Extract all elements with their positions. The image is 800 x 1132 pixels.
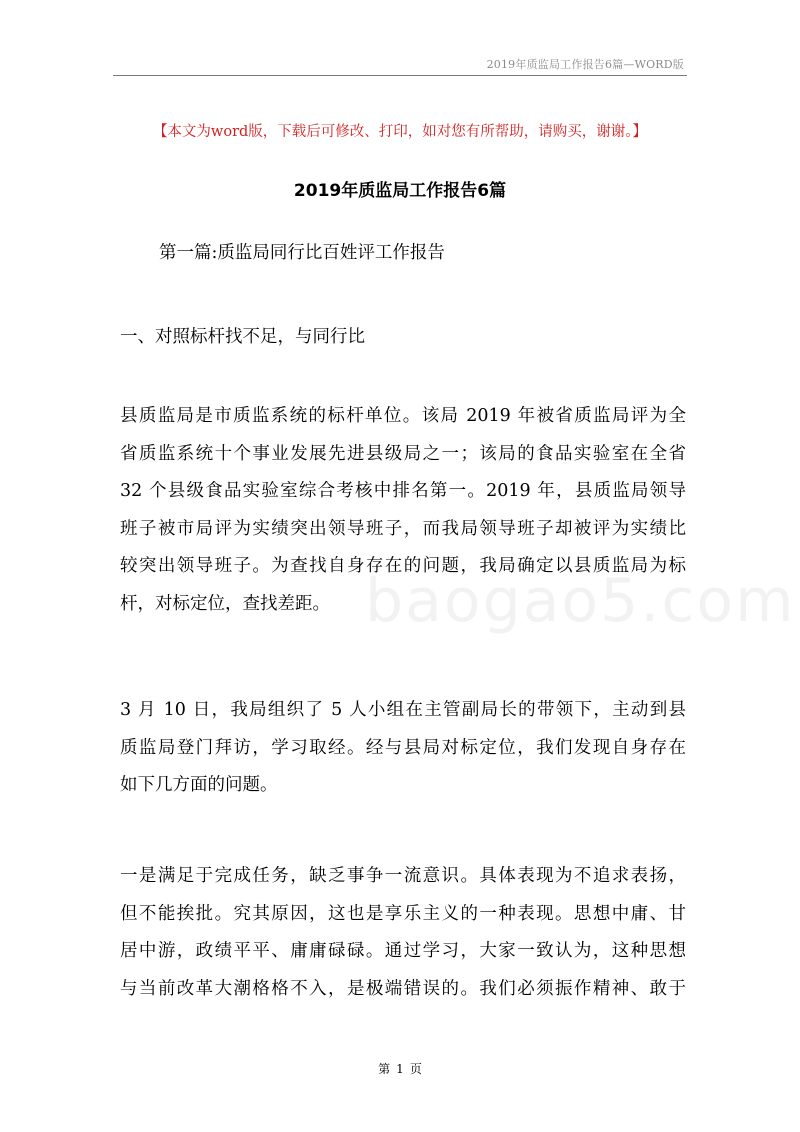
body-paragraph: [120, 692, 686, 805]
body-paragraph: [120, 398, 686, 623]
page-suffix: 页: [409, 1062, 422, 1076]
paragraph-line: 县质监局是市质监系统的标杆单位。该局 2019 年被省质监局评为全: [120, 406, 686, 426]
paragraph-line: 与当前改革大潮格格不入，是极端错误的。我们必须振作精神、敢于: [120, 978, 686, 999]
page-footer: [0, 1060, 800, 1077]
paragraph-line: 省质监系统十个事业发展先进县级局之一；该局的食品实验室在全省: [120, 443, 686, 464]
paragraph-line: 32 个县级食品实验室综合考核中排名第一。2019 年，县质监局领导: [120, 481, 686, 501]
paragraph-line: 较突出领导班子。为查找自身存在的问题，我局确定以县质监局为标: [120, 556, 686, 576]
paragraph-line: 如下几方面的问题。: [120, 775, 278, 795]
paragraph-line: 3 月 10 日，我局组织了 5 人小组在主管副局长的带领下，主动到县: [120, 700, 686, 720]
site-watermark: baogao5.com: [365, 566, 796, 636]
document-title: 2019年质监局工作报告6篇: [293, 181, 507, 201]
paragraph-line: 但不能挨批。究其原因，这也是享乐主义的一种表现。思想中庸、甘: [120, 903, 686, 924]
chapter-subtitle: 第一篇:质监局同行比百姓评工作报告: [159, 243, 445, 263]
paragraph-line: 班子被市局评为实绩突出领导班子，而我局领导班子却被评为实绩比: [120, 518, 686, 539]
header-divider: [113, 75, 687, 76]
purchase-notice: 【本文为word版，下载后可修改、打印，如对您有所帮助，请购买，谢谢。】: [152, 124, 648, 140]
paragraph-line: 一是满足于完成任务，缺乏事争一流意识。具体表现为不追求表扬，: [120, 866, 686, 886]
page-prefix: 第: [378, 1062, 391, 1076]
body-paragraph: [120, 858, 686, 1008]
page-number: 1: [396, 1062, 404, 1076]
paragraph-line: 居中游，政绩平平、庸庸碌碌。通过学习，大家一致认为，这种思想: [120, 941, 686, 961]
paragraph-line: 质监局登门拜访，学习取经。经与县局对标定位，我们发现自身存在: [120, 737, 686, 758]
paragraph-line: 杆，对标定位，查找差距。: [120, 593, 330, 614]
running-header: 2019年质监局工作报告6篇—WORD版: [486, 58, 684, 71]
section-heading: 一、对照标杆找不足，与同行比: [120, 327, 365, 347]
